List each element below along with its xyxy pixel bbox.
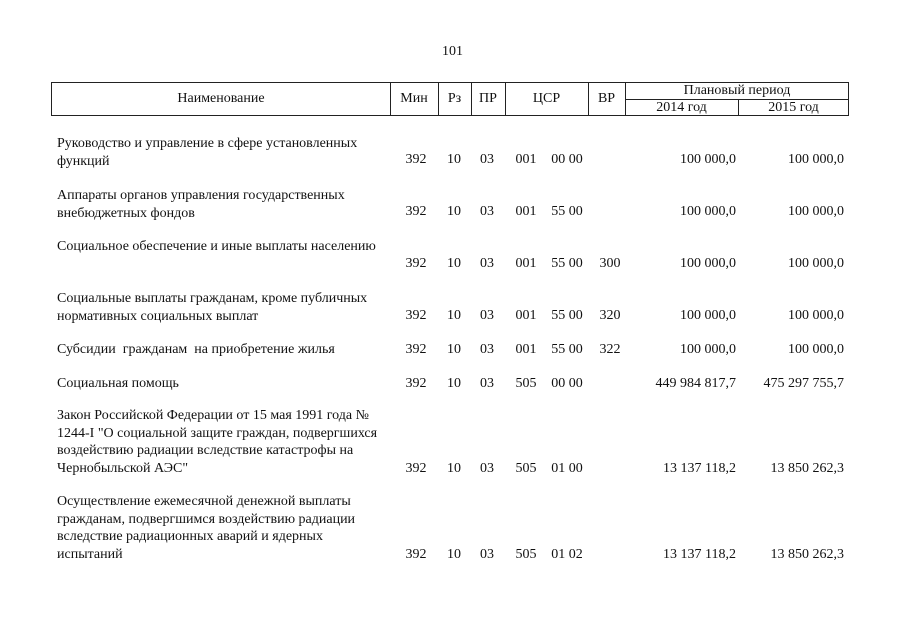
- row-pr: 03: [480, 152, 494, 167]
- header-csr: ЦСР: [532, 91, 561, 106]
- row-csr-item: 00 00: [551, 152, 583, 167]
- row-pr: 03: [480, 547, 494, 562]
- row-amount-2014: 100 000,0: [680, 256, 736, 271]
- header-rz: Рз: [447, 91, 462, 106]
- row-vr: 320: [599, 308, 621, 323]
- row-csr-item: 00 00: [551, 376, 583, 391]
- row-pr: 03: [480, 461, 494, 476]
- row-name: Руководство и управление в сфере установленных функций: [57, 136, 358, 169]
- row-vr: 300: [599, 256, 621, 271]
- row-csr-program: 505: [515, 461, 537, 476]
- row-rz: 10: [447, 256, 461, 271]
- row-pr: 03: [480, 256, 494, 271]
- row-vr: 322: [599, 342, 621, 357]
- row-rz: 10: [447, 308, 461, 323]
- row-amount-2015: 100 000,0: [788, 152, 844, 167]
- row-pr: 03: [480, 204, 494, 219]
- row-amount-2015: 475 297 755,7: [763, 376, 844, 391]
- header-year-2015: 2015 год: [768, 100, 819, 115]
- row-csr-item: 55 00: [551, 342, 583, 357]
- row-csr-program: 001: [515, 204, 537, 219]
- row-name: Социальные выплаты гражданам, кроме публичных нормативных социальных выплат: [57, 291, 368, 324]
- row-pr: 03: [480, 342, 494, 357]
- row-amount-2014: 100 000,0: [680, 342, 736, 357]
- header-name: Наименование: [177, 91, 265, 106]
- row-amount-2015: 100 000,0: [788, 308, 844, 323]
- row-min: 392: [405, 204, 427, 219]
- header-planned-period: Плановый период: [683, 83, 791, 98]
- row-min: 392: [405, 461, 427, 476]
- row-rz: 10: [447, 461, 461, 476]
- row-rz: 10: [447, 342, 461, 357]
- row-min: 392: [405, 308, 427, 323]
- header-min: Мин: [400, 91, 428, 106]
- header-year-2014: 2014 год: [656, 100, 707, 115]
- row-name: Закон Российской Федерации от 15 мая 1991 года № 1244-I "О социальной защите граждан, подвергшихся воздействию радиации вследствие катастрофы на Чернобыльской АЭС": [57, 408, 378, 476]
- row-min: 392: [405, 547, 427, 562]
- row-csr-program: 001: [515, 152, 537, 167]
- row-min: 392: [405, 256, 427, 271]
- row-csr-program: 001: [515, 256, 537, 271]
- row-name: Социальная помощь: [57, 376, 179, 391]
- row-name: Осуществление ежемесячной денежной выплаты гражданам, подвергшимся воздействию радиации вследствие радиационных аварий и ядерных испытаний: [57, 494, 356, 562]
- row-pr: 03: [480, 376, 494, 391]
- header-pr: ПР: [479, 91, 497, 106]
- row-amount-2015: 13 850 262,3: [770, 547, 844, 562]
- row-amount-2014: 100 000,0: [680, 308, 736, 323]
- row-csr-item: 55 00: [551, 308, 583, 323]
- row-rz: 10: [447, 376, 461, 391]
- row-amount-2015: 100 000,0: [788, 256, 844, 271]
- row-name: Социальное обеспечение и иные выплаты населению: [57, 239, 376, 254]
- row-name: Субсидии гражданам на приобретение жилья: [57, 342, 335, 357]
- row-csr-item: 01 00: [551, 461, 583, 476]
- row-amount-2014: 100 000,0: [680, 152, 736, 167]
- row-csr-program: 001: [515, 308, 537, 323]
- row-min: 392: [405, 152, 427, 167]
- row-min: 392: [405, 376, 427, 391]
- row-amount-2014: 13 137 118,2: [663, 461, 736, 476]
- page-number: 101: [442, 44, 463, 59]
- row-csr-program: 001: [515, 342, 537, 357]
- row-rz: 10: [447, 204, 461, 219]
- row-csr-item: 01 02: [551, 547, 583, 562]
- row-rz: 10: [447, 152, 461, 167]
- row-amount-2014: 100 000,0: [680, 204, 736, 219]
- row-amount-2014: 449 984 817,7: [655, 376, 736, 391]
- row-csr-item: 55 00: [551, 256, 583, 271]
- row-csr-item: 55 00: [551, 204, 583, 219]
- row-amount-2014: 13 137 118,2: [663, 547, 736, 562]
- header-vr: ВР: [597, 91, 616, 106]
- row-min: 392: [405, 342, 427, 357]
- row-rz: 10: [447, 547, 461, 562]
- row-amount-2015: 100 000,0: [788, 342, 844, 357]
- table-header: [51, 82, 849, 116]
- row-csr-program: 505: [515, 547, 537, 562]
- row-amount-2015: 100 000,0: [788, 204, 844, 219]
- row-pr: 03: [480, 308, 494, 323]
- row-name: Аппараты органов управления государственных внебюджетных фондов: [57, 188, 345, 221]
- row-amount-2015: 13 850 262,3: [770, 461, 844, 476]
- row-csr-program: 505: [515, 376, 537, 391]
